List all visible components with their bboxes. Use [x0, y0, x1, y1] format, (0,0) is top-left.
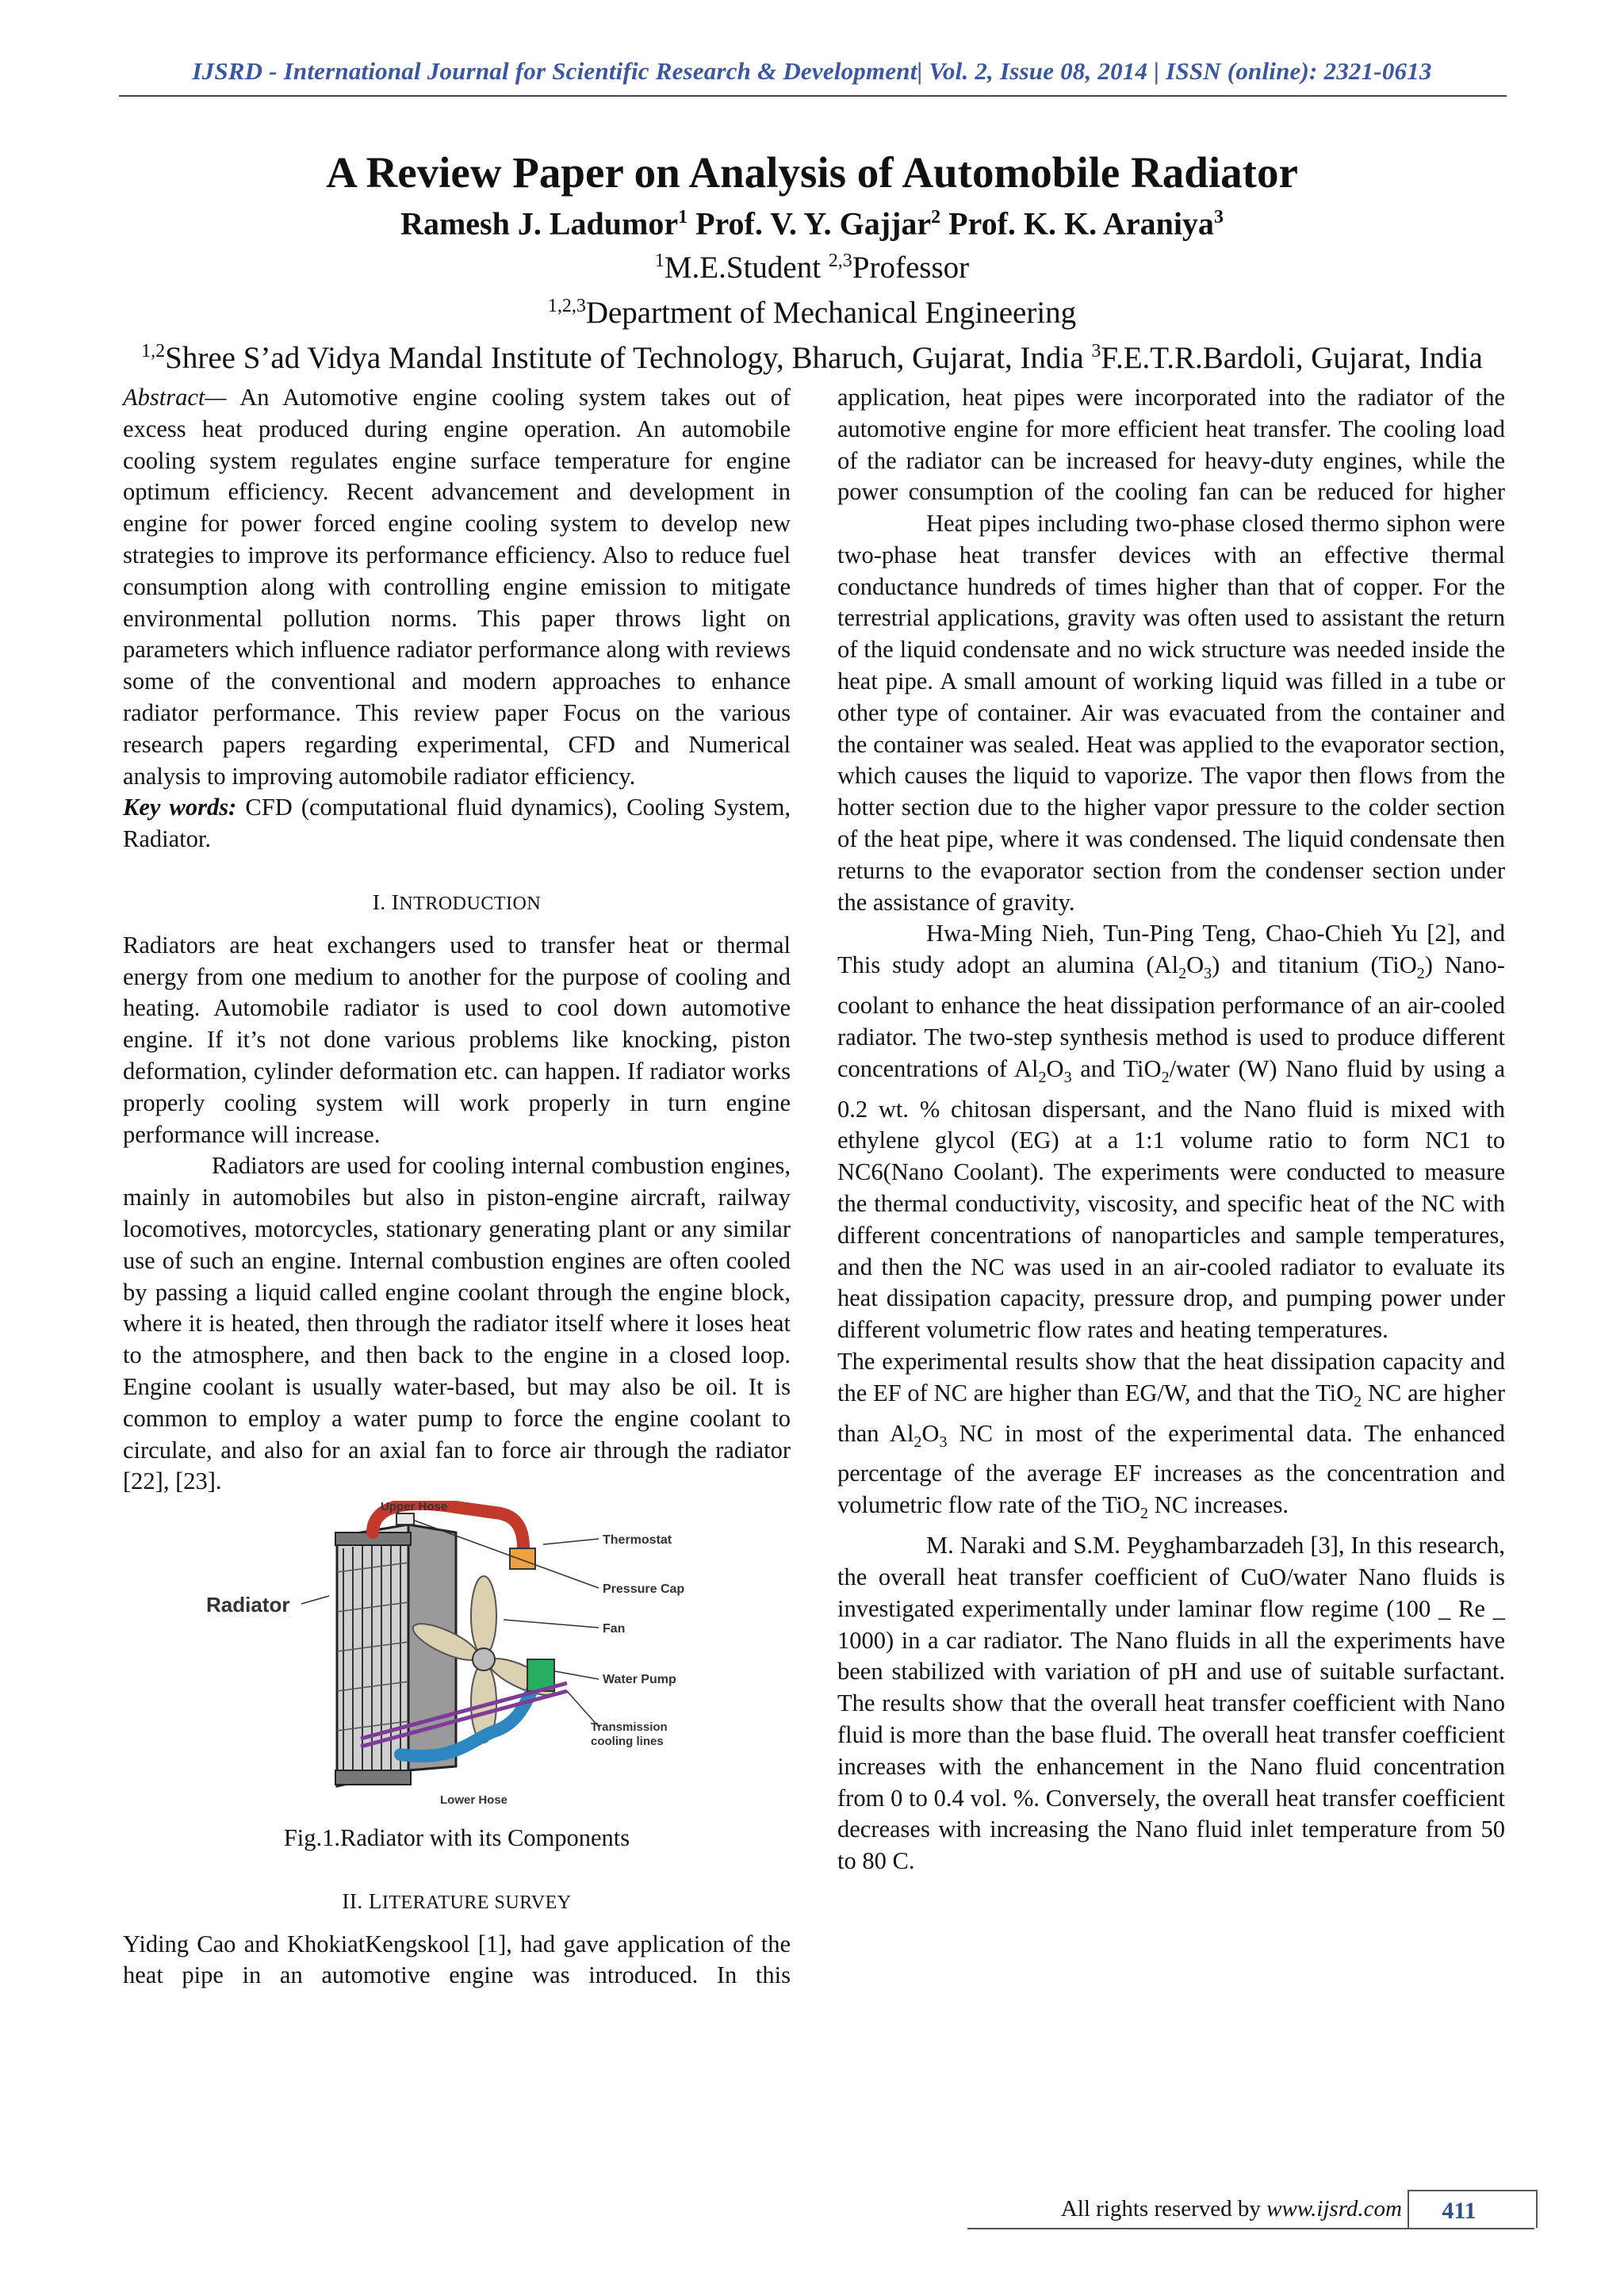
thermostat: [510, 1548, 535, 1569]
label-transmission: Transmission: [591, 1720, 668, 1735]
section-number: I.: [372, 890, 392, 914]
subscript: 2: [1161, 1068, 1170, 1086]
literature-paragraph-1-continued: [837, 382, 1505, 508]
section-heading-literature: [123, 1886, 791, 1919]
affil-text: M.E.Student: [664, 251, 829, 285]
abstract-text: An Automotive engine cooling system takes out of excess heat produced during engine operation. An automobile cooling system regulates engine surface temperature for engine optimum efficiency. Recent advancement and development in engine for power forced engine cooling system to develop new strategies to improve its performance efficiency. Also to reduce fuel consumption along with controlling engine emission to mitigate environmental pollution norms. This paper throws light on parameters which influence radiator performance along with reviews some of the conventional and modern approaches to enhance radiator performance. This review paper Focus on the various research papers regarding experimental, CFD and Numerical analysis to improving automobile radiator efficiency.: [123, 384, 791, 790]
label-water-pump: Water Pump: [603, 1673, 676, 1687]
subscript: 2: [1038, 1068, 1047, 1086]
subscript: 2: [914, 1433, 922, 1451]
subscript: 2: [1416, 965, 1425, 983]
literature-paragraph-2: Heat pipes including two-phase closed thermo siphon were two-phase heat transfer devices with an effective thermal conductance hundreds of times higher than that of copper. For the terrestrial applications, gravity was often used to assistant the return of the liquid condensate and no wick structure was needed inside the heat pipe. A small amount of working liquid was filled in a tube or other type of container. Air was evacuated from the container and the container was sealed. Heat was applied to the evaporator section, which causes the liquid to vaporize. The vapor then flows from the hotter section due to the higher vapor pressure to the colder section of the heat pipe, where it was condensed. The liquid condensate then returns to the evaporator section from the condenser section under the assistance of gravity.: [837, 510, 1505, 916]
keywords-text: CFD (computational fluid dynamics), Cooling System, Radiator.: [123, 794, 791, 853]
author-sup: 3: [1213, 207, 1224, 228]
figure-caption: Fig.1.Radiator with its Components: [283, 1824, 630, 1852]
text-run: /water (W) Nano fluid by using a 0.2 wt. % chitosan dispersant, and the Nano fluid is mixed with ethylene glycol (EG) at a 1:1 volume ratio to form NC1 to NC6(Nano Coolant). The experiments were conducted to measure the thermal conductivity, viscosity, and specific heat of the NC with different concentrations of nanoparticles and sample temperatures, and then the NC was used in an air-cooled radiator to evaluate its heat dissipation capacity, pressure drop, and pumping power under different volumetric flow rates and heating temperatures.: [837, 1054, 1506, 1344]
subscript: 2: [1354, 1392, 1362, 1410]
page-footer: [0, 2190, 1624, 2237]
label-fan: Fan: [603, 1622, 626, 1636]
text-run: NC increases.: [1148, 1491, 1289, 1519]
literature-paragraph-4: [837, 1346, 1505, 1530]
literature-paragraph-1-tail: application, heat pipes were incorporated into the radiator of the automotive engine for more efficient heat transfer. The cooling load of the radiator can be increased for heavy-duty engines, while the power consumption of the cooling fan can be reduced for higher: [837, 384, 1505, 506]
intro-paragraph-2: Radiators are used for cooling internal combustion engines, mainly in automobiles but also in piston-engine aircraft, railway locomotives, motorcycles, stationary generating plant or any similar use of such an engine. Internal combustion engines are often cooled by passing a liquid called engine coolant through the engine block, where it is heated, then through the radiator itself where it loses heat to the atmosphere, and then back to the engine in a closed loop. Engine coolant is usually water-based, but may also be oil. It is common to employ a water pump to force the engine coolant to circulate, and also for an axial fan to force air through the radiator [22], [23].: [123, 1152, 791, 1495]
affil-text: Department of Mechanical Engineering: [585, 296, 1077, 331]
subscript: 3: [939, 1433, 948, 1451]
affil-sup: 1,2: [141, 341, 166, 362]
keywords-label: Key words:: [123, 794, 237, 821]
affil-text: Professor: [852, 251, 970, 285]
label-lower-hose: Lower Hose: [440, 1793, 508, 1808]
abstract-label: Abstract—: [123, 384, 227, 411]
affiliation-role: [0, 242, 1624, 287]
radiator-diagram: [123, 1501, 791, 1818]
author-name: Prof. K. K. Araniya: [948, 205, 1214, 242]
section-title: NTRODUCTION: [399, 893, 542, 914]
text-run: Hwa-Ming Nieh, Tun-Ping Teng, Chao-Chieh Yu [2], and This study adopt an alumina (Al: [837, 920, 1505, 979]
affil-sup: 1,2,3: [547, 296, 586, 317]
text-run: O: [1046, 1054, 1064, 1082]
footer-rights: [1061, 2196, 1402, 2222]
section-initial: L: [368, 1888, 382, 1913]
section-number: II.: [342, 1888, 369, 1913]
literature-paragraph-5: M. Naraki and S.M. Peyghambarzadeh [3], In this research, the overall heat transfer coefficient of CuO/water Nano fluids is investigated experimentally under laminar flow regime (100 _ Re _ 1000) in a car radiator. The Nano fluids in all the experiments have been stabilized with variation of pH and use of suitable surfactant. The results show that the overall heat transfer coefficient with Nano fluid is more than the base fluid. The overall heat transfer coefficient increases with the enhancement in the Nano fluid concentration from 0 to 0.4 vol. %. Conversely, the overall heat transfer coefficient decreases with increasing the Nano fluid inlet temperature from 50 to 80 C.: [837, 1532, 1505, 1875]
section-heading-introduction: [123, 887, 791, 920]
intro-paragraph-1: Radiators are heat exchangers used to transfer heat or thermal energy from one medium to another for the purpose of cooling and heating. Automobile radiator is used to cool down automotive engine. If it’s not done various problems like knocking, piston deformation, cylinder deformation etc. can happen. If radiator works properly cooling system will work properly in turn engine performance will increase.: [123, 931, 791, 1148]
text-run: ) Nano-coolant to enhance the heat dissipation performance of an air-cooled radiator. The two-step synthesis method is used to produce different concentrations of Al: [837, 951, 1505, 1082]
author-sup: 1: [678, 207, 688, 228]
keywords: [123, 792, 791, 855]
pressure-cap: [396, 1513, 414, 1525]
section-initial: I: [391, 890, 400, 914]
abstract: [123, 382, 791, 792]
affil-text: Shree S’ad Vidya Mandal Institute of Technology, Bharuch, Gujarat, India: [165, 341, 1092, 376]
subscript: 3: [1204, 965, 1212, 983]
label-cooling-lines: cooling lines: [591, 1735, 664, 1749]
subscript: 2: [1178, 965, 1187, 983]
text-run: O: [1186, 951, 1205, 979]
subscript: 2: [1140, 1505, 1149, 1523]
affiliation-institute: [0, 332, 1624, 377]
radiator-figure: [123, 1501, 791, 1818]
title-block: [0, 147, 1624, 377]
author-sup: 2: [931, 207, 941, 228]
literature-paragraph-1-start: Yiding Cao and KhokiatKengskool [1], had gave application of the heat pipe in an automotive engine was introduced. In this: [123, 1930, 791, 1989]
affil-sup: 2,3: [828, 251, 852, 272]
author-name: Prof. V. Y. Gajjar: [695, 205, 932, 242]
label-upper-hose: Upper Hose: [381, 1501, 448, 1514]
affil-text: F.E.T.R.Bardoli, Gujarat, India: [1101, 341, 1483, 376]
label-thermostat: Thermostat: [603, 1533, 672, 1548]
label-radiator: Radiator: [206, 1593, 290, 1617]
header-rule: [119, 95, 1507, 97]
radiator-core: [335, 1525, 456, 1786]
text-run: NC in most of the experimental data. The enhanced percentage of the average EF increases as the concentration and volumetric flow rate of the TiO: [837, 1419, 1505, 1519]
text-run: ) and titanium (TiO: [1212, 951, 1417, 979]
literature-paragraph-3: [837, 918, 1505, 1346]
text-run: and TiO: [1071, 1054, 1162, 1082]
affil-sup: 1: [654, 251, 665, 272]
text-run: The experimental results show that the heat dissipation capacity and the EF of NC are higher than EG/W, and that the TiO: [837, 1347, 1505, 1406]
label-pressure-cap: Pressure Cap: [603, 1582, 685, 1597]
subscript: 3: [1063, 1068, 1072, 1086]
affiliation-department: [0, 287, 1624, 332]
text-run: O: [921, 1419, 940, 1447]
journal-header: IJSRD - International Journal for Scientific Research & Development| Vol. 2, Issue 08, 2014 | ISSN (online): 2321-0613: [192, 57, 1432, 85]
footer-rule: [967, 2228, 1534, 2229]
text-run: NC are higher than Al: [837, 1379, 1505, 1447]
section-title: ITERATURE SURVEY: [381, 1892, 572, 1913]
journal-url[interactable]: www.ijsrd.com: [1266, 2196, 1402, 2221]
paper-title: A Review Paper on Analysis of Automobile Radiator: [326, 148, 1298, 197]
rights-text: All rights reserved by: [1060, 2196, 1267, 2221]
left-column: [123, 382, 791, 1992]
page-number: 411: [1442, 2198, 1477, 2224]
author-list: [0, 199, 1624, 242]
right-column: [837, 382, 1505, 1877]
affil-sup: 3: [1091, 341, 1101, 362]
author-name: Ramesh J. Ladumor: [400, 205, 679, 242]
